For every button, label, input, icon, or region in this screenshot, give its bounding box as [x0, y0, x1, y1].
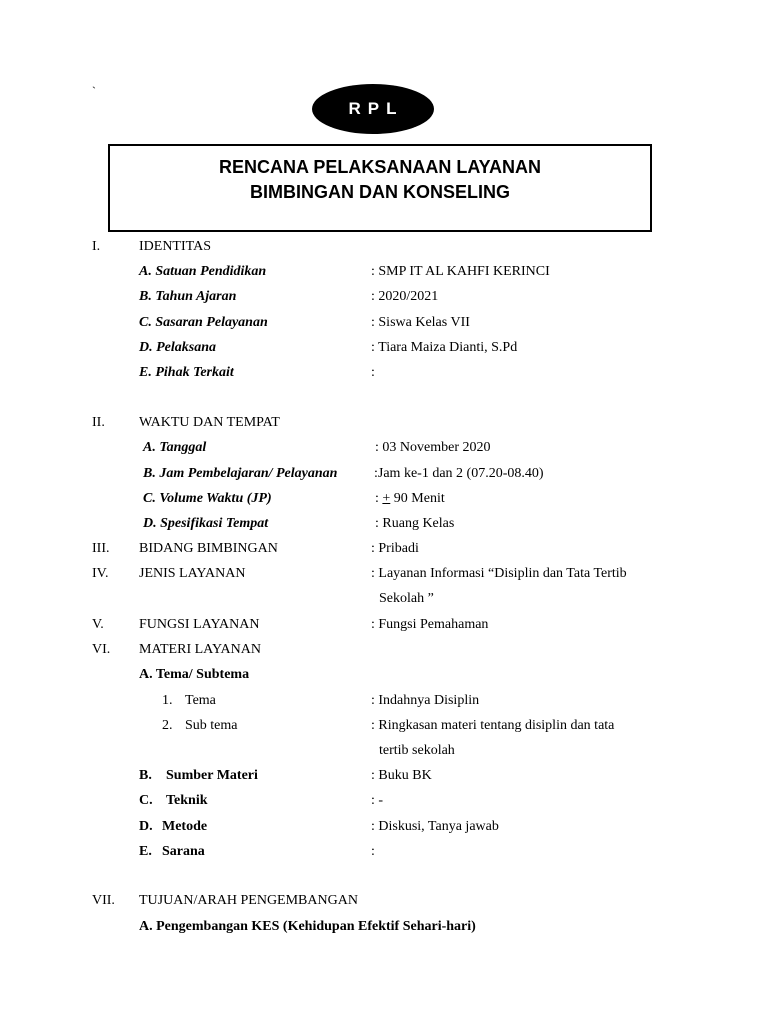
- plus-minus-sign: +: [382, 491, 391, 506]
- materi-value: : -: [371, 793, 384, 808]
- waktu-label: B. Jam Pembelajaran/ Pelayanan: [143, 466, 338, 481]
- materi-label: Sumber Materi: [166, 768, 258, 783]
- section-1-number: I.: [92, 239, 101, 254]
- identitas-label: C. Sasaran Pelayanan: [139, 315, 268, 330]
- materi-label: Metode: [162, 819, 208, 834]
- section-4-value: : Layanan Informasi “Disiplin dan Tata Tertib: [371, 566, 627, 581]
- subtema-number: 2.: [162, 718, 173, 733]
- tema-label: Tema: [185, 693, 216, 708]
- section-5-heading: FUNGSI LAYANAN: [139, 617, 260, 632]
- section-4-number: IV.: [92, 566, 109, 581]
- section-1-heading: IDENTITAS: [139, 239, 211, 254]
- waktu-value: :Jam ke-1 dan 2 (07.20-08.40): [374, 466, 544, 481]
- waktu-label: A. Tanggal: [143, 440, 207, 455]
- subtema-value: : Ringkasan materi tentang disiplin dan tata: [371, 718, 615, 733]
- waktu-value: [375, 491, 445, 507]
- waktu-label: D. Spesifikasi Tempat: [143, 516, 269, 531]
- rpl-badge: RPL: [312, 84, 434, 134]
- section-5-number: V.: [92, 617, 104, 632]
- section-3-heading: BIDANG BIMBINGAN: [139, 541, 278, 556]
- materi-label: Sarana: [162, 844, 205, 859]
- materi-value: :: [371, 844, 375, 859]
- section-7-sub: A. Pengembangan KES (Kehidupan Efektif Sehari-hari): [139, 919, 476, 934]
- identitas-label: A. Satuan Pendidikan: [139, 264, 267, 279]
- identitas-value: : SMP IT AL KAHFI KERINCI: [371, 264, 550, 279]
- materi-value: : Buku BK: [371, 768, 432, 783]
- section-2-number: II.: [92, 415, 105, 430]
- materi-letter: D.: [139, 819, 153, 834]
- identitas-value: : Tiara Maiza Dianti, S.Pd: [371, 340, 518, 355]
- section-5-value: : Fungsi Pemahaman: [371, 617, 489, 632]
- materi-letter: E.: [139, 844, 152, 859]
- tema-value: : Indahnya Disiplin: [371, 693, 480, 708]
- section-7-number: VII.: [92, 893, 115, 908]
- identitas-label: E. Pihak Terkait: [139, 365, 234, 380]
- materi-letter: C.: [139, 793, 153, 808]
- waktu-value: : Ruang Kelas: [375, 516, 455, 531]
- subtema-value-cont: tertib sekolah: [379, 743, 455, 758]
- identitas-value: : 2020/2021: [371, 289, 439, 304]
- title-line-2: BIMBINGAN DAN KONSELING: [250, 182, 510, 202]
- waktu-label: C. Volume Waktu (JP): [143, 491, 272, 506]
- section-3-number: III.: [92, 541, 110, 556]
- identitas-label: B. Tahun Ajaran: [139, 289, 237, 304]
- colon: :: [375, 491, 383, 506]
- volume-text: 90 Menit: [390, 491, 445, 506]
- section-3-value: : Pribadi: [371, 541, 419, 556]
- materi-label: Teknik: [166, 793, 208, 808]
- title-line-1: RENCANA PELAKSANAAN LAYANAN: [218, 157, 542, 177]
- tema-number: 1.: [162, 693, 173, 708]
- materi-letter: B.: [139, 768, 152, 783]
- section-6-number: VI.: [92, 642, 111, 657]
- section-4-value-cont: Sekolah ”: [379, 591, 434, 606]
- section-2-heading: WAKTU DAN TEMPAT: [139, 415, 280, 430]
- backtick-mark: `: [92, 84, 96, 98]
- section-4-heading: JENIS LAYANAN: [139, 566, 246, 581]
- identitas-value: : Siswa Kelas VII: [371, 315, 470, 330]
- title-box: [108, 144, 652, 232]
- section-7-heading: TUJUAN/ARAH PENGEMBANGAN: [139, 893, 358, 908]
- identitas-value: :: [371, 365, 375, 380]
- identitas-label: D. Pelaksana: [139, 340, 216, 355]
- section-6-heading: MATERI LAYANAN: [139, 642, 261, 657]
- subtema-label: Sub tema: [185, 718, 238, 733]
- waktu-value: : 03 November 2020: [375, 440, 491, 455]
- tema-heading: A. Tema/ Subtema: [139, 667, 250, 682]
- materi-value: : Diskusi, Tanya jawab: [371, 819, 499, 834]
